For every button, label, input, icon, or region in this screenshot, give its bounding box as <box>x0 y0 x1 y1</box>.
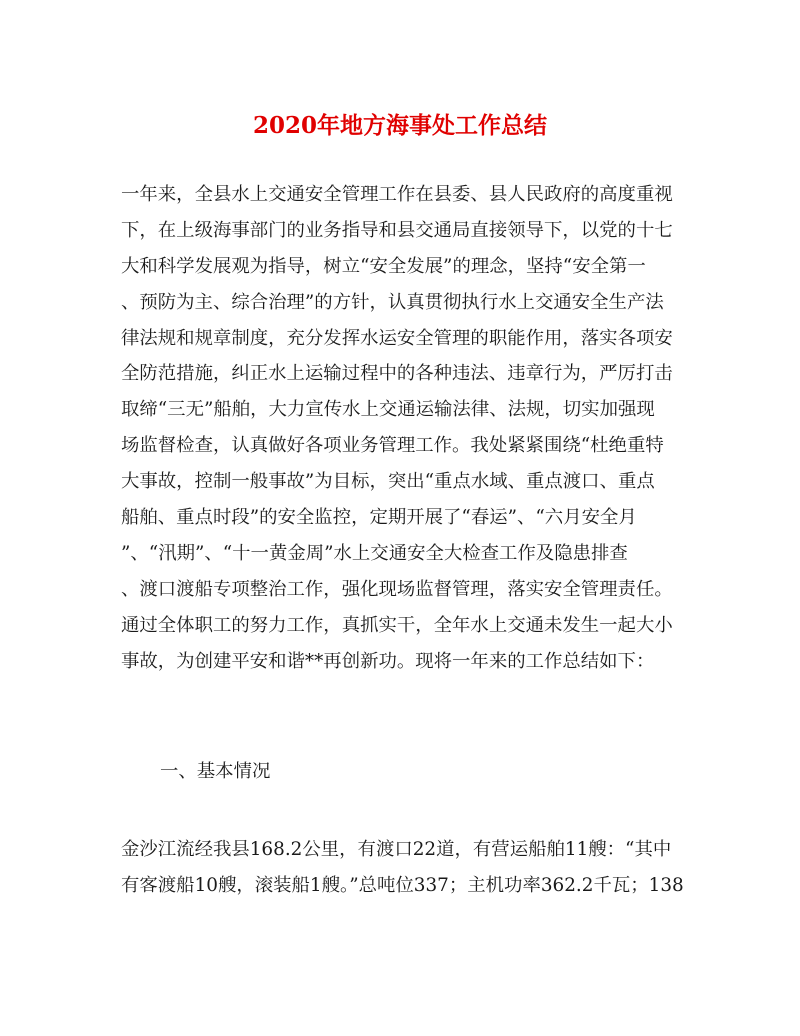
section-line: 金沙江流经我县168.2公里，有渡口22道，有营运船舶11艘：“其中 <box>121 839 672 860</box>
intro-line: 取缔“三无”船舶，大力宣传水上交通运输法律、法规，切实加强现 <box>121 399 655 421</box>
section-heading: 一、基本情况 <box>160 761 271 782</box>
intro-line: 、渡口渡船专项整治工作，强化现场监督管理，落实安全管理责任。 <box>121 578 673 600</box>
intro-line: ”、“汛期”、“十一黄金周”水上交通安全大检查工作及隐患排查 <box>121 542 628 564</box>
intro-line: 通过全体职工的努力工作，真抓实干，全年水上交通未发生一起大小 <box>121 614 673 636</box>
document-title: 2020年地方海事处工作总结 <box>252 112 547 139</box>
section-paragraph <box>121 832 684 904</box>
intro-line: 全防范措施，纠正水上运输过程中的各种违法、违章行为，严厉打击 <box>121 363 673 385</box>
intro-line: 场监督检查，认真做好各项业务管理工作。我处紧紧围绕“杜绝重特 <box>121 435 664 457</box>
intro-line: 律法规和规章制度，充分发挥水运安全管理的职能作用，落实各项安 <box>121 327 673 349</box>
intro-line: 大和科学发展观为指导，树立“安全发展”的理念，坚持“安全第一 <box>121 255 646 277</box>
intro-paragraph <box>121 177 681 679</box>
intro-line: 事故，为创建平安和谐**再创新功。现将一年来的工作总结如下： <box>121 650 655 672</box>
section-line: 有客渡船10艘，滚装船1艘。”总吨位337；主机功率362.2千瓦；138 <box>121 874 684 896</box>
intro-line: 船舶、重点时段”的安全监控，定期开展了“春运”、“六月安全月 <box>121 507 637 529</box>
intro-line: 、预防为主、综合治理”的方针，认真贯彻执行水上交通安全生产法 <box>121 291 664 313</box>
intro-line: 大事故，控制一般事故”为目标，突出“重点水域、重点渡口、重点 <box>121 471 655 493</box>
intro-line: 下，在上级海事部门的业务指导和县交通局直接领导下，以党的十七 <box>121 219 673 241</box>
intro-line: 一年来，全县水上交通安全管理工作在县委、县人民政府的高度重视 <box>121 184 673 205</box>
